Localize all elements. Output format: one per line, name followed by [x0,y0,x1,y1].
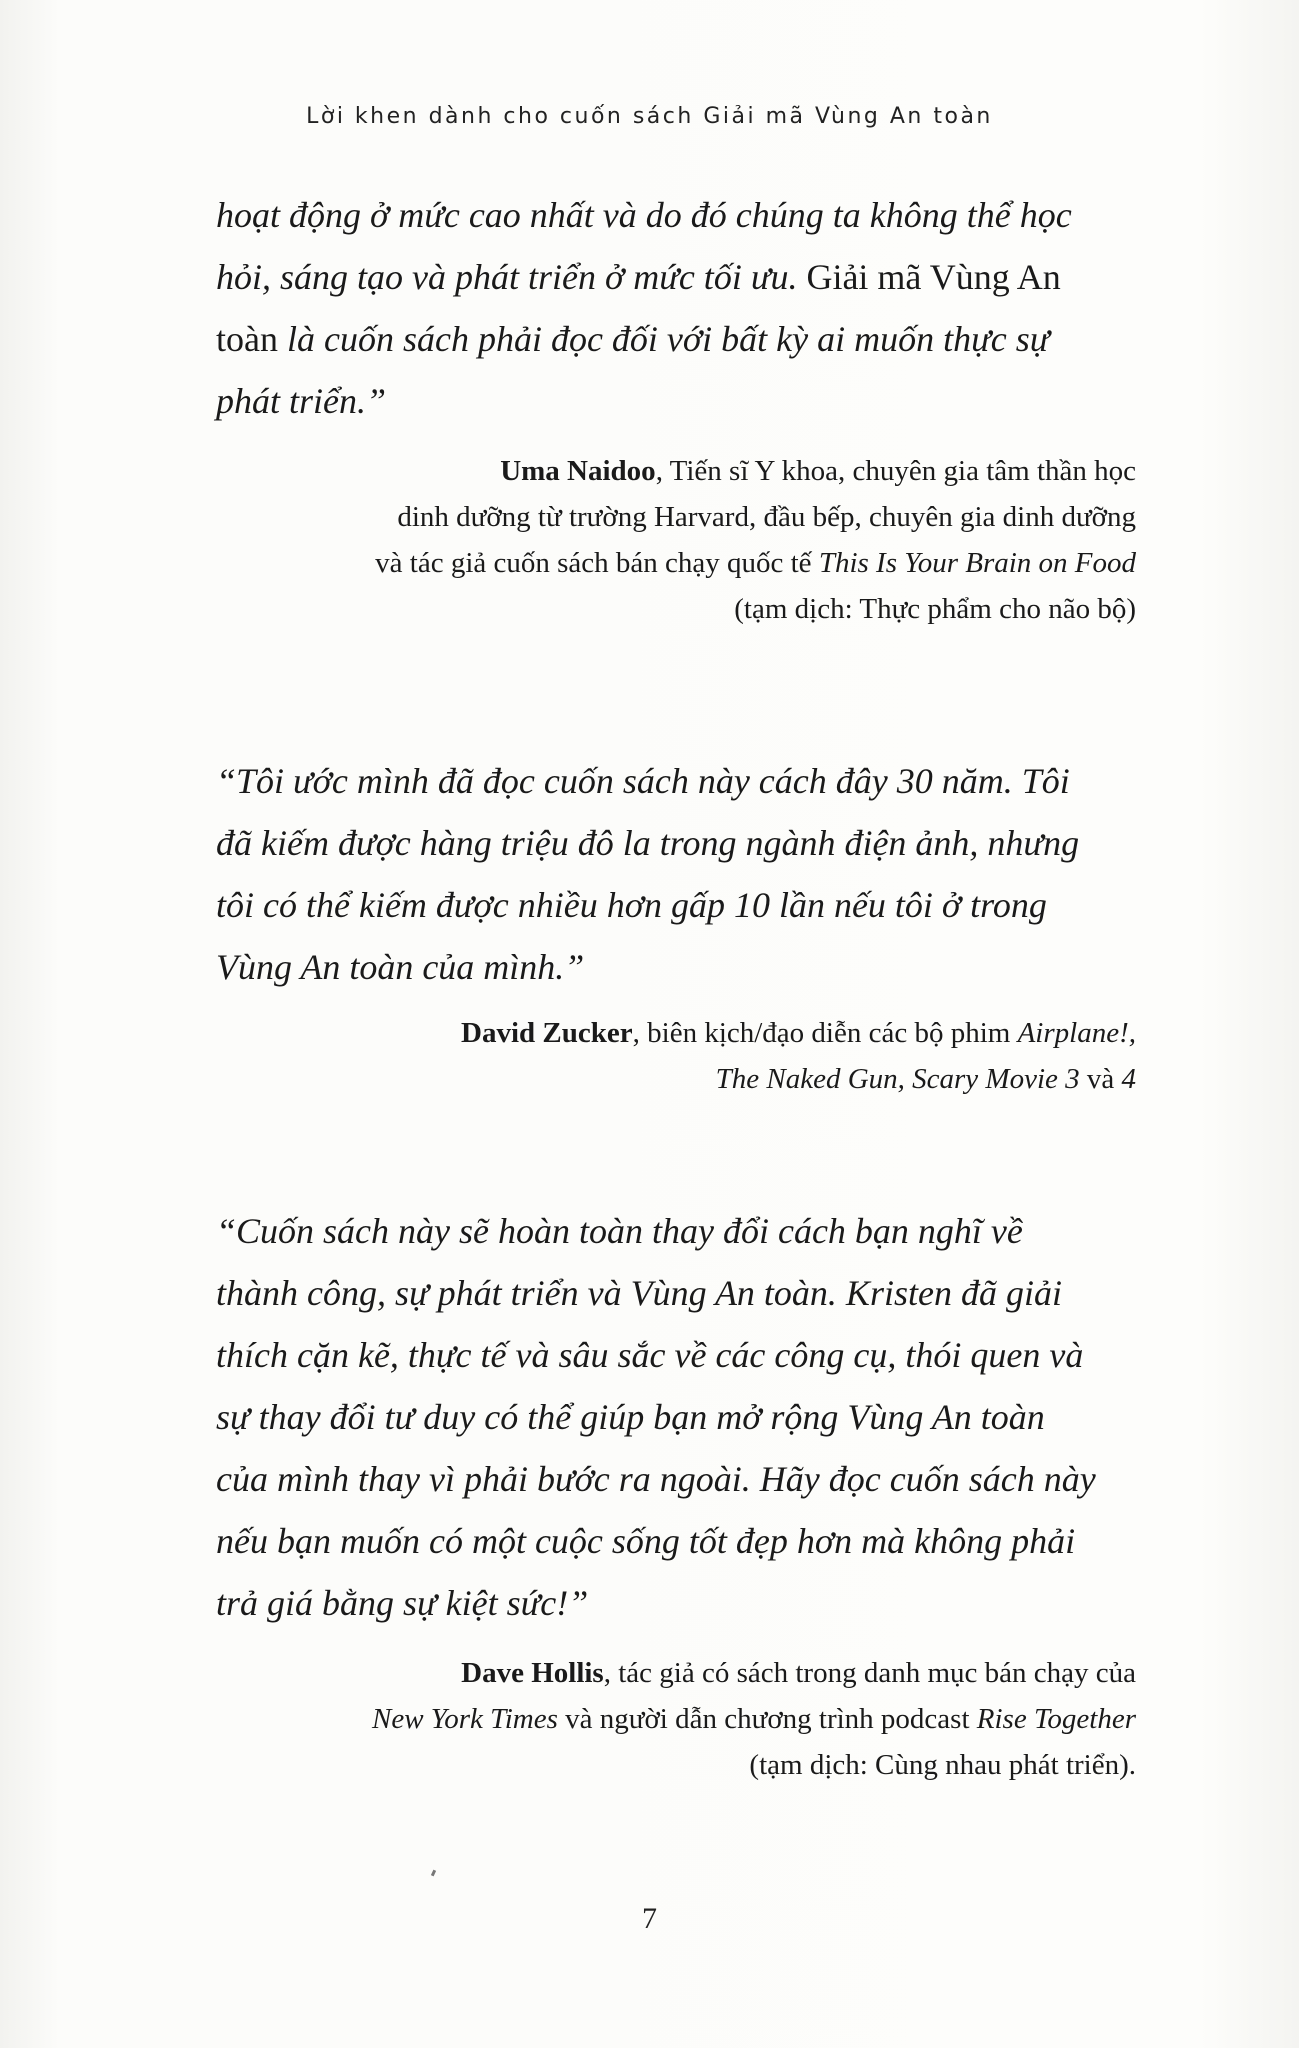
attribution-line: Dave Hollis, tác giả có sách trong danh mục bán chạy của [461,1657,1136,1689]
attribution-line: The Naked Gun, Scary Movie 3 và 4 [715,1063,1136,1095]
quote-line: Vùng An toàn của mình.” [216,947,585,987]
quote-line: hoạt động ở mức cao nhất và do đó chúng ta không thể học [216,195,1072,235]
publication-title: New York Times [372,1703,558,1735]
attribution-block-2 [236,1010,1136,1102]
quote-line: trả giá bằng sự kiệt sức!” [216,1583,589,1623]
film-title: Airplane!, [1017,1017,1136,1049]
quote-line: sự thay đổi tư duy có thể giúp bạn mở rộng Vùng An toàn [216,1397,1045,1437]
attribution-line: Uma Naidoo, Tiến sĩ Y khoa, chuyên gia tâm thần học [500,455,1136,487]
attribution-line: David Zucker, biên kịch/đạo diễn các bộ phim Airplane!, [461,1017,1136,1049]
author-name: Dave Hollis [461,1657,604,1689]
quote-line: nếu bạn muốn có một cuộc sống tốt đẹp hơn mà không phải [216,1521,1076,1561]
quote-line: của mình thay vì phải bước ra ngoài. Hãy đọc cuốn sách này [216,1459,1096,1499]
page-number: 7 [642,1902,657,1935]
attribution-block-3 [236,1650,1136,1788]
quote-block-1 [216,184,1136,432]
running-head: Lời khen dành cho cuốn sách Giải mã Vùng An toàn [306,104,993,129]
quote-block-2 [216,750,1136,998]
attribution-line: New York Times và người dẫn chương trình podcast Rise Together [372,1703,1136,1735]
podcast-title: Rise Together [976,1703,1136,1735]
film-title: The Naked Gun, Scary Movie 3 [715,1063,1080,1095]
quote-line: phát triển.” [216,381,387,421]
quote-block-3 [216,1200,1136,1634]
attribution-line: (tạm dịch: Cùng nhau phát triển). [749,1749,1136,1781]
attribution-line: (tạm dịch: Thực phẩm cho não bộ) [734,593,1136,625]
quote-line: đã kiếm được hàng triệu đô la trong ngành điện ảnh, nhưng [216,823,1080,863]
paper-speck [431,1870,436,1877]
attribution-line: dinh dưỡng từ trường Harvard, đầu bếp, chuyên gia dinh dưỡng [397,501,1136,533]
quote-line: thành công, sự phát triển và Vùng An toàn. Kristen đã giải [216,1273,1062,1313]
quote-line: thích cặn kẽ, thực tế và sâu sắc về các công cụ, thói quen và [216,1335,1084,1375]
quote-line: “Cuốn sách này sẽ hoàn toàn thay đổi cách bạn nghĩ về [216,1211,1023,1251]
quote-line: tôi có thể kiếm được nhiều hơn gấp 10 lần nếu tôi ở trong [216,885,1047,925]
quote-line: hỏi, sáng tạo và phát triển ở mức tối ưu. Giải mã Vùng An [216,257,1061,297]
quote-line: toàn là cuốn sách phải đọc đối với bất kỳ ai muốn thực sự [216,319,1050,359]
book-title: This Is Your Brain on Food [818,547,1136,579]
attribution-line: và tác giả cuốn sách bán chạy quốc tế This Is Your Brain on Food [375,547,1136,579]
film-title: 4 [1121,1063,1136,1095]
author-name: Uma Naidoo [500,455,656,487]
quote-line: “Tôi ước mình đã đọc cuốn sách này cách đây 30 năm. Tôi [216,761,1070,801]
author-name: David Zucker [461,1017,633,1049]
attribution-block-1 [236,448,1136,632]
